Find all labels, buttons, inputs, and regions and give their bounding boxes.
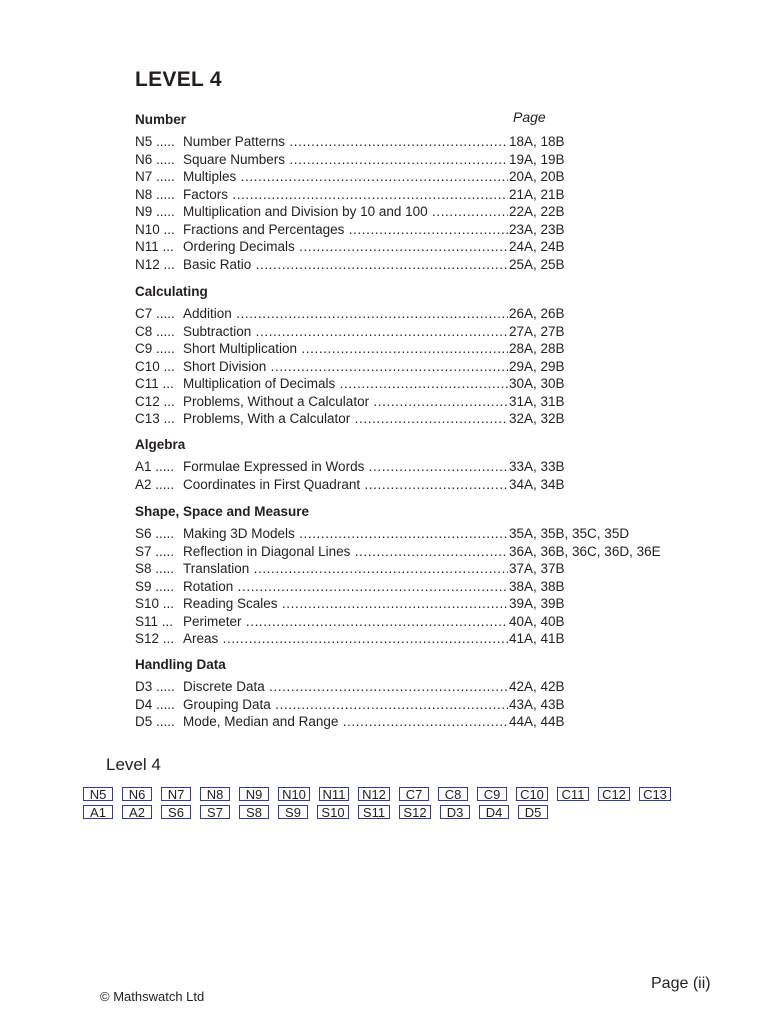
topic-name: Short Division ..... <box>183 358 508 376</box>
topic-pages: 39A, 39B <box>509 596 565 611</box>
topic-name: Grouping Data ..... <box>183 696 508 714</box>
contents-row <box>135 543 695 561</box>
topic-name: Making 3D Models ..... <box>183 525 508 543</box>
topic-name: Ordering Decimals ..... <box>183 238 508 256</box>
contents-row <box>135 578 695 596</box>
topic-link-d4[interactable]: D4 <box>479 805 509 819</box>
section-shape-space-and-measure <box>135 503 695 648</box>
topic-name: Number Patterns ..... <box>183 133 508 151</box>
topic-pages: 29A, 29B <box>509 358 565 374</box>
contents-row <box>135 393 695 411</box>
contents-row <box>135 630 695 648</box>
topic-link-n6[interactable]: N6 <box>122 787 152 801</box>
topic-name: Square Numbers ..... <box>183 151 508 169</box>
topic-link-n7[interactable]: N7 <box>161 787 191 801</box>
topic-pages: 33A, 33B <box>509 459 565 474</box>
topic-name: Multiples ..... <box>183 168 508 186</box>
topic-code: N7 ..... <box>135 169 175 184</box>
topic-code: C8 ..... <box>135 323 175 339</box>
topic-name: Areas ..... <box>183 630 508 648</box>
topic-code: N11 ... <box>135 239 174 254</box>
contents-row <box>135 410 695 428</box>
topic-code: A1 ..... <box>135 459 175 474</box>
contents-row <box>135 375 695 393</box>
topic-code: D3 ..... <box>135 679 175 694</box>
section-heading: Handling Data <box>135 657 226 672</box>
topic-link-c7[interactable]: C7 <box>399 787 429 801</box>
topic-link-a2[interactable]: A2 <box>122 805 152 819</box>
topic-code: C12 ... <box>135 393 175 409</box>
section-heading: Shape, Space and Measure <box>135 504 310 519</box>
topic-link-d5[interactable]: D5 <box>518 805 548 819</box>
topic-pages: 40A, 40B <box>509 613 565 629</box>
copyright-footer: © Mathswatch Ltd <box>100 989 205 1004</box>
topic-name: Factors ..... <box>183 186 508 204</box>
contents-row <box>135 323 695 341</box>
contents-row <box>135 458 695 476</box>
section-calculating <box>135 283 695 428</box>
topic-pages: 25A, 25B <box>509 256 565 272</box>
topic-name: Addition ..... <box>183 305 508 323</box>
topic-pages: 22A, 22B <box>509 204 565 219</box>
topic-link-c10[interactable]: C10 <box>516 787 548 801</box>
section-heading: Calculating <box>135 284 208 299</box>
topic-name: Translation ..... <box>183 560 508 578</box>
contents-row <box>135 238 695 256</box>
topic-link-s11[interactable]: S11 <box>358 805 390 819</box>
topic-name: Basic Ratio ..... <box>183 256 508 274</box>
topic-name: Discrete Data ..... <box>183 678 508 696</box>
topic-name: Reflection in Diagonal Lines ..... <box>183 543 508 561</box>
topic-pages: 26A, 26B <box>509 306 565 321</box>
topic-link-s9[interactable]: S9 <box>278 805 308 819</box>
topic-link-s10[interactable]: S10 <box>317 805 349 819</box>
topic-link-a1[interactable]: A1 <box>83 805 113 819</box>
section-number <box>135 111 695 273</box>
topic-code: N10 ... <box>135 221 175 237</box>
topic-link-c11[interactable]: C11 <box>557 787 589 801</box>
topic-pages: 44A, 44B <box>509 714 565 729</box>
contents-row <box>135 678 695 696</box>
section-algebra <box>135 436 695 493</box>
topic-link-n9[interactable]: N9 <box>239 787 269 801</box>
topic-pages: 21A, 21B <box>509 186 565 202</box>
topic-link-n12[interactable]: N12 <box>358 787 390 801</box>
contents-row <box>135 186 695 204</box>
page-number: Page (ii) <box>651 975 711 992</box>
contents-row <box>135 133 695 151</box>
topic-pages: 37A, 37B <box>509 561 565 576</box>
contents-row <box>135 525 695 543</box>
contents-row <box>135 476 695 494</box>
topic-code: S7 ..... <box>135 543 175 559</box>
topic-name: Mode, Median and Range ..... <box>183 713 508 731</box>
topic-pages: 42A, 42B <box>509 679 565 694</box>
contents-row <box>135 203 695 221</box>
topic-link-c13[interactable]: C13 <box>639 787 671 801</box>
section-heading: Algebra <box>135 437 186 452</box>
topic-pages: 38A, 38B <box>509 578 565 594</box>
topic-code: D4 ..... <box>135 696 175 712</box>
topic-code: C10 ... <box>135 358 175 374</box>
contents-row <box>135 221 695 239</box>
page-title: LEVEL 4 <box>135 68 222 91</box>
topic-link-c8[interactable]: C8 <box>438 787 468 801</box>
contents-row <box>135 256 695 274</box>
topic-link-n8[interactable]: N8 <box>200 787 230 801</box>
topic-link-s8[interactable]: S8 <box>239 805 269 819</box>
topic-link-c9[interactable]: C9 <box>477 787 507 801</box>
topic-link-s12[interactable]: S12 <box>399 805 431 819</box>
topic-name: Multiplication and Division by 10 and 100 ..... <box>183 203 508 221</box>
level-label: Level 4 <box>106 755 161 774</box>
topic-code: N6 ..... <box>135 151 175 167</box>
topic-pages: 23A, 23B <box>509 221 565 237</box>
topic-link-n11[interactable]: N11 <box>319 787 349 801</box>
topic-code: S6 ..... <box>135 526 175 541</box>
contents-row <box>135 595 695 613</box>
topic-name: Coordinates in First Quadrant ..... <box>183 476 508 494</box>
topic-pages: 41A, 41B <box>509 631 565 646</box>
topic-pages: 20A, 20B <box>509 169 565 184</box>
topic-pages: 32A, 32B <box>509 411 565 426</box>
topic-name: Perimeter ..... <box>183 613 508 631</box>
topic-pages: 18A, 18B <box>509 134 565 149</box>
topic-code: D5 ..... <box>135 714 175 729</box>
contents-row <box>135 168 695 186</box>
topic-name: Short Multiplication ..... <box>183 340 508 358</box>
topic-code: C11 ... <box>135 376 174 391</box>
contents-row <box>135 358 695 376</box>
topic-pages: 43A, 43B <box>509 696 565 712</box>
topic-code: S12 ... <box>135 631 175 646</box>
topic-name: Problems, With a Calculator ..... <box>183 410 508 428</box>
section-handling-data <box>135 656 695 731</box>
topic-pages: 19A, 19B <box>509 151 565 167</box>
topic-code: A2 ..... <box>135 476 175 492</box>
contents-row <box>135 305 695 323</box>
topic-name: Multiplication of Decimals ..... <box>183 375 508 393</box>
topic-pages: 27A, 27B <box>509 323 565 339</box>
topic-link-n10[interactable]: N10 <box>278 787 310 801</box>
topic-code: S10 ... <box>135 596 175 611</box>
topic-name: Problems, Without a Calculator ..... <box>183 393 508 411</box>
topic-name: Formulae Expressed in Words ..... <box>183 458 508 476</box>
topic-code: C9 ..... <box>135 341 175 356</box>
topic-pages: 24A, 24B <box>509 239 565 254</box>
topic-pages: 31A, 31B <box>509 393 565 409</box>
topic-name: Rotation ..... <box>183 578 508 596</box>
topic-code: N12 ... <box>135 256 175 272</box>
topic-name: Reading Scales ..... <box>183 595 508 613</box>
topic-pages: 28A, 28B <box>509 341 565 356</box>
contents-row <box>135 340 695 358</box>
topic-name: Fractions and Percentages ..... <box>183 221 508 239</box>
topic-name: Subtraction ..... <box>183 323 508 341</box>
topic-code: N5 ..... <box>135 134 175 149</box>
topic-code: C13 ... <box>135 411 175 426</box>
contents-row <box>135 696 695 714</box>
topic-code: N8 ..... <box>135 186 175 202</box>
topic-link-n5[interactable]: N5 <box>83 787 113 801</box>
contents-row <box>135 713 695 731</box>
topic-code: N9 ..... <box>135 204 175 219</box>
contents-row <box>135 613 695 631</box>
topic-pages: 34A, 34B <box>509 476 565 492</box>
page-column-header: Page <box>513 109 546 125</box>
topic-link-s7[interactable]: S7 <box>200 805 230 819</box>
topic-link-s6[interactable]: S6 <box>161 805 191 819</box>
topic-code: S11 ... <box>135 613 174 629</box>
topic-code: S8 ..... <box>135 561 175 576</box>
contents-row <box>135 151 695 169</box>
topic-code: S9 ..... <box>135 578 175 594</box>
topic-pages: 35A, 35B, 35C, 35D <box>509 526 630 541</box>
topic-link-d3[interactable]: D3 <box>440 805 470 819</box>
section-heading: Number <box>135 112 187 127</box>
contents-row <box>135 560 695 578</box>
topic-link-c12[interactable]: C12 <box>598 787 630 801</box>
topic-code: C7 ..... <box>135 306 175 321</box>
topic-pages: 36A, 36B, 36C, 36D, 36E <box>509 543 661 559</box>
topic-pages: 30A, 30B <box>509 376 565 391</box>
